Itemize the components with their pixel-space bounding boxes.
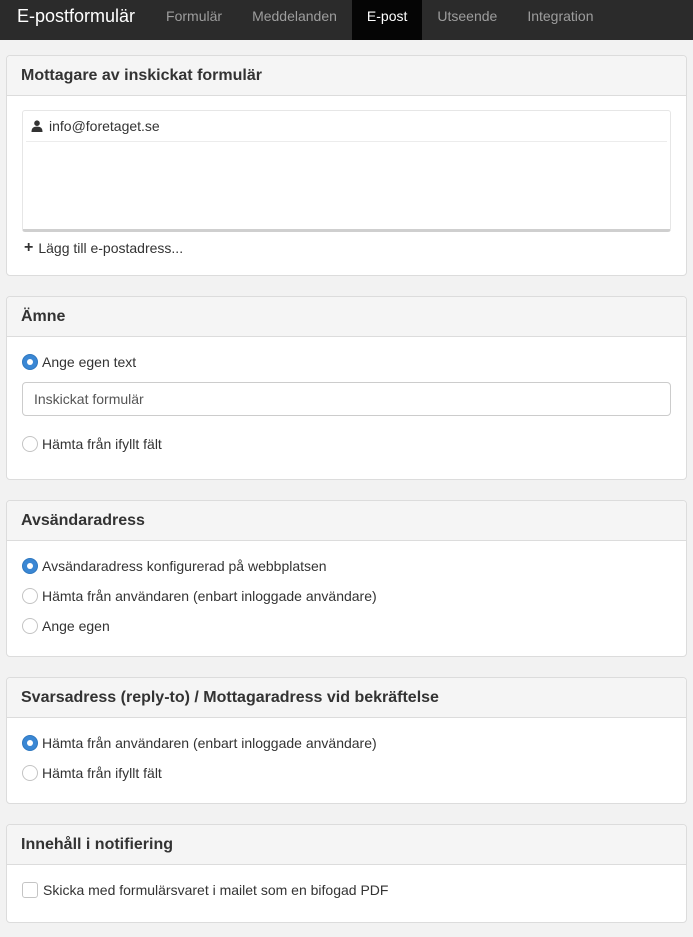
reply-to-option-user[interactable] <box>22 728 671 758</box>
sender-body <box>7 541 686 656</box>
top-navbar <box>0 0 693 40</box>
subject-heading: Ämne <box>7 297 686 337</box>
reply-to-field-radio[interactable] <box>22 765 38 781</box>
subject-field-label: Hämta från ifyllt fält <box>42 436 162 452</box>
sender-option-user[interactable] <box>22 581 671 611</box>
attach-pdf-label: Skicka med formulärsvaret i mailet som en bifogad PDF <box>43 882 389 898</box>
recipient-list <box>22 110 671 232</box>
sender-custom-radio[interactable] <box>22 618 38 634</box>
user-icon <box>31 120 43 132</box>
sender-user-radio[interactable] <box>22 588 38 604</box>
reply-to-user-radio[interactable] <box>22 735 38 751</box>
notification-panel <box>6 824 687 923</box>
recipients-panel <box>6 55 687 276</box>
subject-option-field[interactable] <box>22 429 671 459</box>
sender-site-label: Avsändaradress konfigurerad på webbplatsen <box>42 558 327 574</box>
main-content <box>0 40 693 923</box>
recipient-item[interactable] <box>26 111 667 142</box>
reply-to-panel <box>6 677 687 804</box>
attach-pdf-option[interactable] <box>22 879 671 901</box>
tab-integration[interactable]: Integration <box>527 8 594 24</box>
reply-to-heading: Svarsadress (reply-to) / Mottagaradress vid bekräftelse <box>7 678 686 718</box>
subject-field-radio[interactable] <box>22 436 38 452</box>
subject-panel <box>6 296 687 480</box>
app-brand[interactable]: E-postformulär <box>17 6 136 26</box>
sender-site-radio[interactable] <box>22 558 38 574</box>
sender-user-label: Hämta från användaren (enbart inloggade användare) <box>42 588 377 604</box>
subject-custom-label: Ange egen text <box>42 354 137 370</box>
tab-utseende[interactable]: Utseende <box>437 8 498 24</box>
subject-input[interactable] <box>22 382 671 416</box>
add-email-label: Lägg till e-postadress... <box>38 240 184 256</box>
reply-to-option-field[interactable] <box>22 758 671 788</box>
tab-formular[interactable]: Formulär <box>166 8 223 24</box>
subject-body <box>7 337 686 479</box>
sender-option-custom[interactable] <box>22 611 671 641</box>
attach-pdf-checkbox[interactable] <box>22 882 38 898</box>
recipients-body <box>7 96 686 275</box>
add-email-link[interactable] <box>22 240 671 256</box>
tab-epost[interactable]: E-post <box>352 0 422 40</box>
reply-to-body <box>7 718 686 803</box>
subject-custom-radio[interactable] <box>22 354 38 370</box>
sender-custom-label: Ange egen <box>42 618 110 634</box>
recipients-heading: Mottagare av inskickat formulär <box>7 56 686 96</box>
tab-meddelanden[interactable]: Meddelanden <box>252 8 337 24</box>
subject-option-custom[interactable] <box>22 347 671 377</box>
sender-option-site[interactable] <box>22 551 671 581</box>
reply-to-user-label: Hämta från användaren (enbart inloggade användare) <box>42 735 377 751</box>
notification-heading: Innehåll i notifiering <box>7 825 686 865</box>
sender-heading: Avsändaradress <box>7 501 686 541</box>
reply-to-field-label: Hämta från ifyllt fält <box>42 765 162 781</box>
recipient-email: info@foretaget.se <box>49 118 160 134</box>
sender-panel <box>6 500 687 657</box>
plus-icon: + <box>24 239 34 256</box>
notification-body <box>7 865 686 922</box>
